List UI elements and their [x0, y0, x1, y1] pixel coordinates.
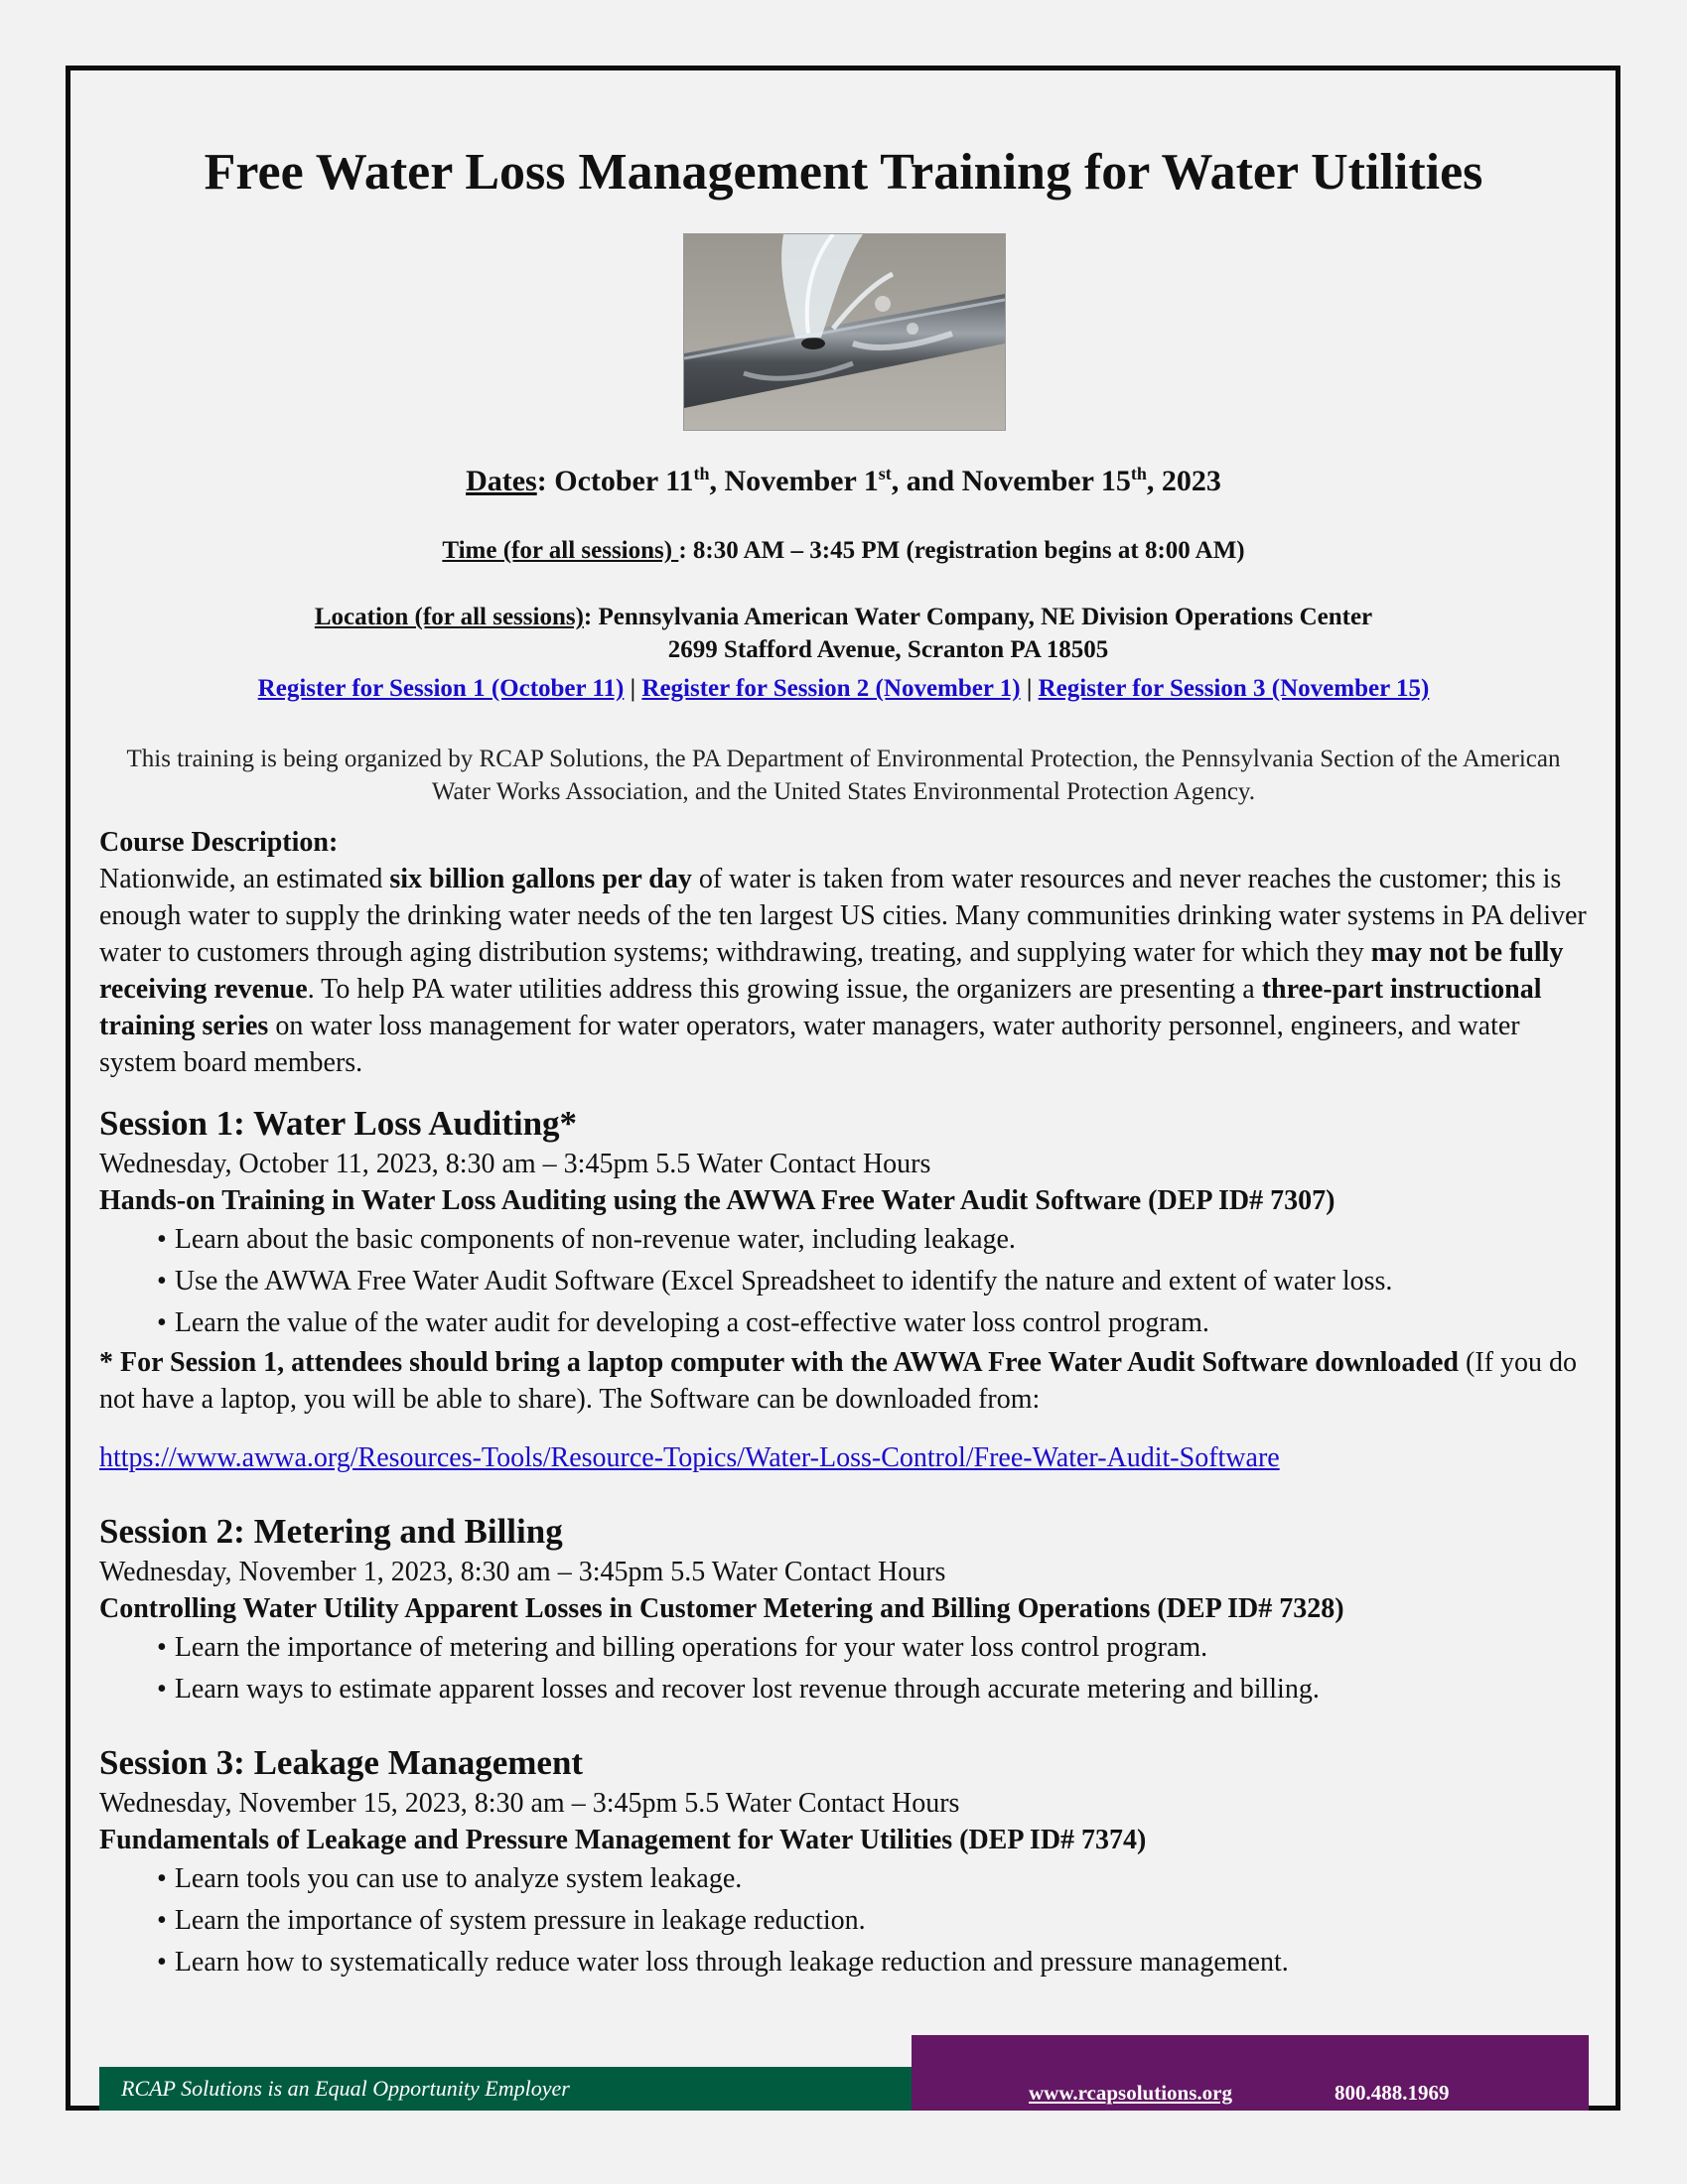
course-highlight: may not be fully receiving revenue	[99, 937, 1564, 1005]
session-1-subtitle: Hands-on Training in Water Loss Auditing using the AWWA Free Water Audit Software (DEP ID# 7307)	[99, 1185, 1336, 1216]
register-session-1-link[interactable]: Register for Session 1 (October 11)	[257, 675, 625, 702]
location-address: 2699 Stafford Avenue, Scranton PA 18505	[667, 636, 1109, 663]
dates-line: Dates: October 11th, November 1st, and November 15th, 2023	[466, 464, 1221, 497]
time-label: Time (for all sessions)	[442, 537, 679, 564]
date-2: November 1	[724, 465, 879, 497]
audit-software-link[interactable]: https://www.awwa.org/Resources-Tools/Resource-Topics/Water-Loss-Control/Free-Water-Audit-Software	[99, 1442, 1280, 1473]
date-separator: ,	[709, 465, 725, 497]
page-title: Free Water Loss Management Training for Water Utilities	[204, 144, 1483, 201]
date-year: , 2023	[1146, 465, 1221, 497]
course-description-heading: Course Description:	[99, 827, 339, 858]
footer-contact-bar	[912, 2035, 1589, 2111]
date-2-suffix: st	[878, 464, 892, 483]
session-2-bullets	[99, 1627, 1590, 1710]
session-2-heading: Session 2: Metering and Billing	[99, 1512, 563, 1551]
session-3-subtitle: Fundamentals of Leakage and Pressure Management for Water Utilities (DEP ID# 7374)	[99, 1825, 1147, 1855]
session-2-subtitle: Controlling Water Utility Apparent Losses in Customer Metering and Billing Operations (DEP ID# 7328)	[99, 1593, 1344, 1624]
session-2-section	[99, 1510, 1590, 1710]
date-3-suffix: th	[1130, 464, 1147, 483]
website-link[interactable]: www.rcapsolutions.org	[1029, 2081, 1232, 2105]
session-1-note-text: (If you do not have a laptop, you will be able to share). The Software can be downloaded from:	[99, 1347, 1577, 1415]
link-separator: |	[624, 675, 642, 702]
session-1-section	[99, 1102, 1590, 1476]
session-3-bullets	[99, 1858, 1590, 1983]
course-description	[99, 824, 1590, 1081]
session-1-schedule: Wednesday, October 11, 2023, 8:30 am – 3:45pm 5.5 Water Contact Hours	[99, 1149, 931, 1179]
session-1-bullets	[99, 1219, 1590, 1344]
time-value: : 8:30 AM – 3:45 PM (registration begins at 8:00 AM)	[678, 537, 1245, 564]
location-label: Location (for all sessions)	[314, 604, 584, 630]
list-item: • Learn the importance of metering and billing operations for your water loss control program.	[157, 1627, 1590, 1669]
list-item: • Learn the value of the water audit for developing a cost-effective water loss control program.	[157, 1302, 1590, 1344]
session-1-heading: Session 1: Water Loss Auditing*	[99, 1104, 578, 1143]
course-text: Nationwide, an estimated	[99, 864, 390, 894]
organizers-text: This training is being organized by RCAP Solutions, the PA Department of Environmental Protection, the Pennsylvania Section of the American Water Works Association, and the United States Environmental Protection Agency.	[126, 746, 1561, 805]
list-item: • Learn about the basic components of non-revenue water, including leakage.	[157, 1219, 1590, 1261]
course-description-text	[99, 861, 1590, 1081]
list-item: • Learn ways to estimate apparent losses and recover lost revenue through accurate metering and billing.	[157, 1669, 1590, 1710]
registration-links	[0, 675, 1687, 703]
date-1: October 11	[554, 465, 694, 497]
equal-opportunity-text: RCAP Solutions is an Equal Opportunity Employer	[121, 2076, 570, 2101]
course-text: . To help PA water utilities address this growing issue, the organizers are presenting a	[307, 974, 1262, 1005]
session-3-heading: Session 3: Leakage Management	[99, 1743, 584, 1782]
course-text: on water loss management for water operators, water managers, water authority personnel, engineers, and water system board members.	[99, 1011, 1520, 1078]
phone-number: 800.488.1969	[1335, 2081, 1450, 2105]
dates-label: Dates	[466, 465, 537, 497]
course-text: of water is taken from water resources and never reaches the customer; this is enough water to supply the drinking water needs of the ten largest US cities. Many communities drinking water systems in PA deliver water to customers through aging distribution systems; withdrawing, treating, and supplying water for which they	[99, 864, 1587, 968]
location-line	[0, 604, 1687, 631]
time-line	[0, 537, 1687, 565]
list-item: • Learn tools you can use to analyze system leakage.	[157, 1858, 1590, 1900]
list-item: • Learn the importance of system pressure in leakage reduction.	[157, 1900, 1590, 1942]
session-1-note	[99, 1344, 1590, 1418]
location-venue: : Pennsylvania American Water Company, NE Division Operations Center	[583, 604, 1373, 630]
session-3-section	[99, 1741, 1590, 1983]
list-item: • Use the AWWA Free Water Audit Software (Excel Spreadsheet to identify the nature and extent of water loss.	[157, 1261, 1590, 1302]
session-1-note-bold: * For Session 1, attendees should bring a laptop computer with the AWWA Free Water Audit Software downloaded	[99, 1347, 1460, 1378]
session-2-schedule: Wednesday, November 1, 2023, 8:30 am – 3:45pm 5.5 Water Contact Hours	[99, 1557, 946, 1587]
leaking-pipe-photo	[683, 233, 1006, 431]
date-separator: , and	[891, 465, 962, 497]
register-session-3-link[interactable]: Register for Session 3 (November 15)	[1038, 675, 1430, 702]
list-item: • Learn how to systematically reduce water loss through leakage reduction and pressure management.	[157, 1942, 1590, 1983]
session-3-schedule: Wednesday, November 15, 2023, 8:30 am – 3:45pm 5.5 Water Contact Hours	[99, 1788, 960, 1819]
course-highlight: six billion gallons per day	[389, 864, 692, 894]
course-highlight: three-part instructional training series	[99, 974, 1542, 1041]
link-separator: |	[1020, 675, 1039, 702]
date-3: November 15	[961, 465, 1131, 497]
register-session-2-link[interactable]: Register for Session 2 (November 1)	[641, 675, 1021, 702]
footer-employer-bar	[99, 2067, 912, 2111]
date-1-suffix: th	[693, 464, 710, 483]
